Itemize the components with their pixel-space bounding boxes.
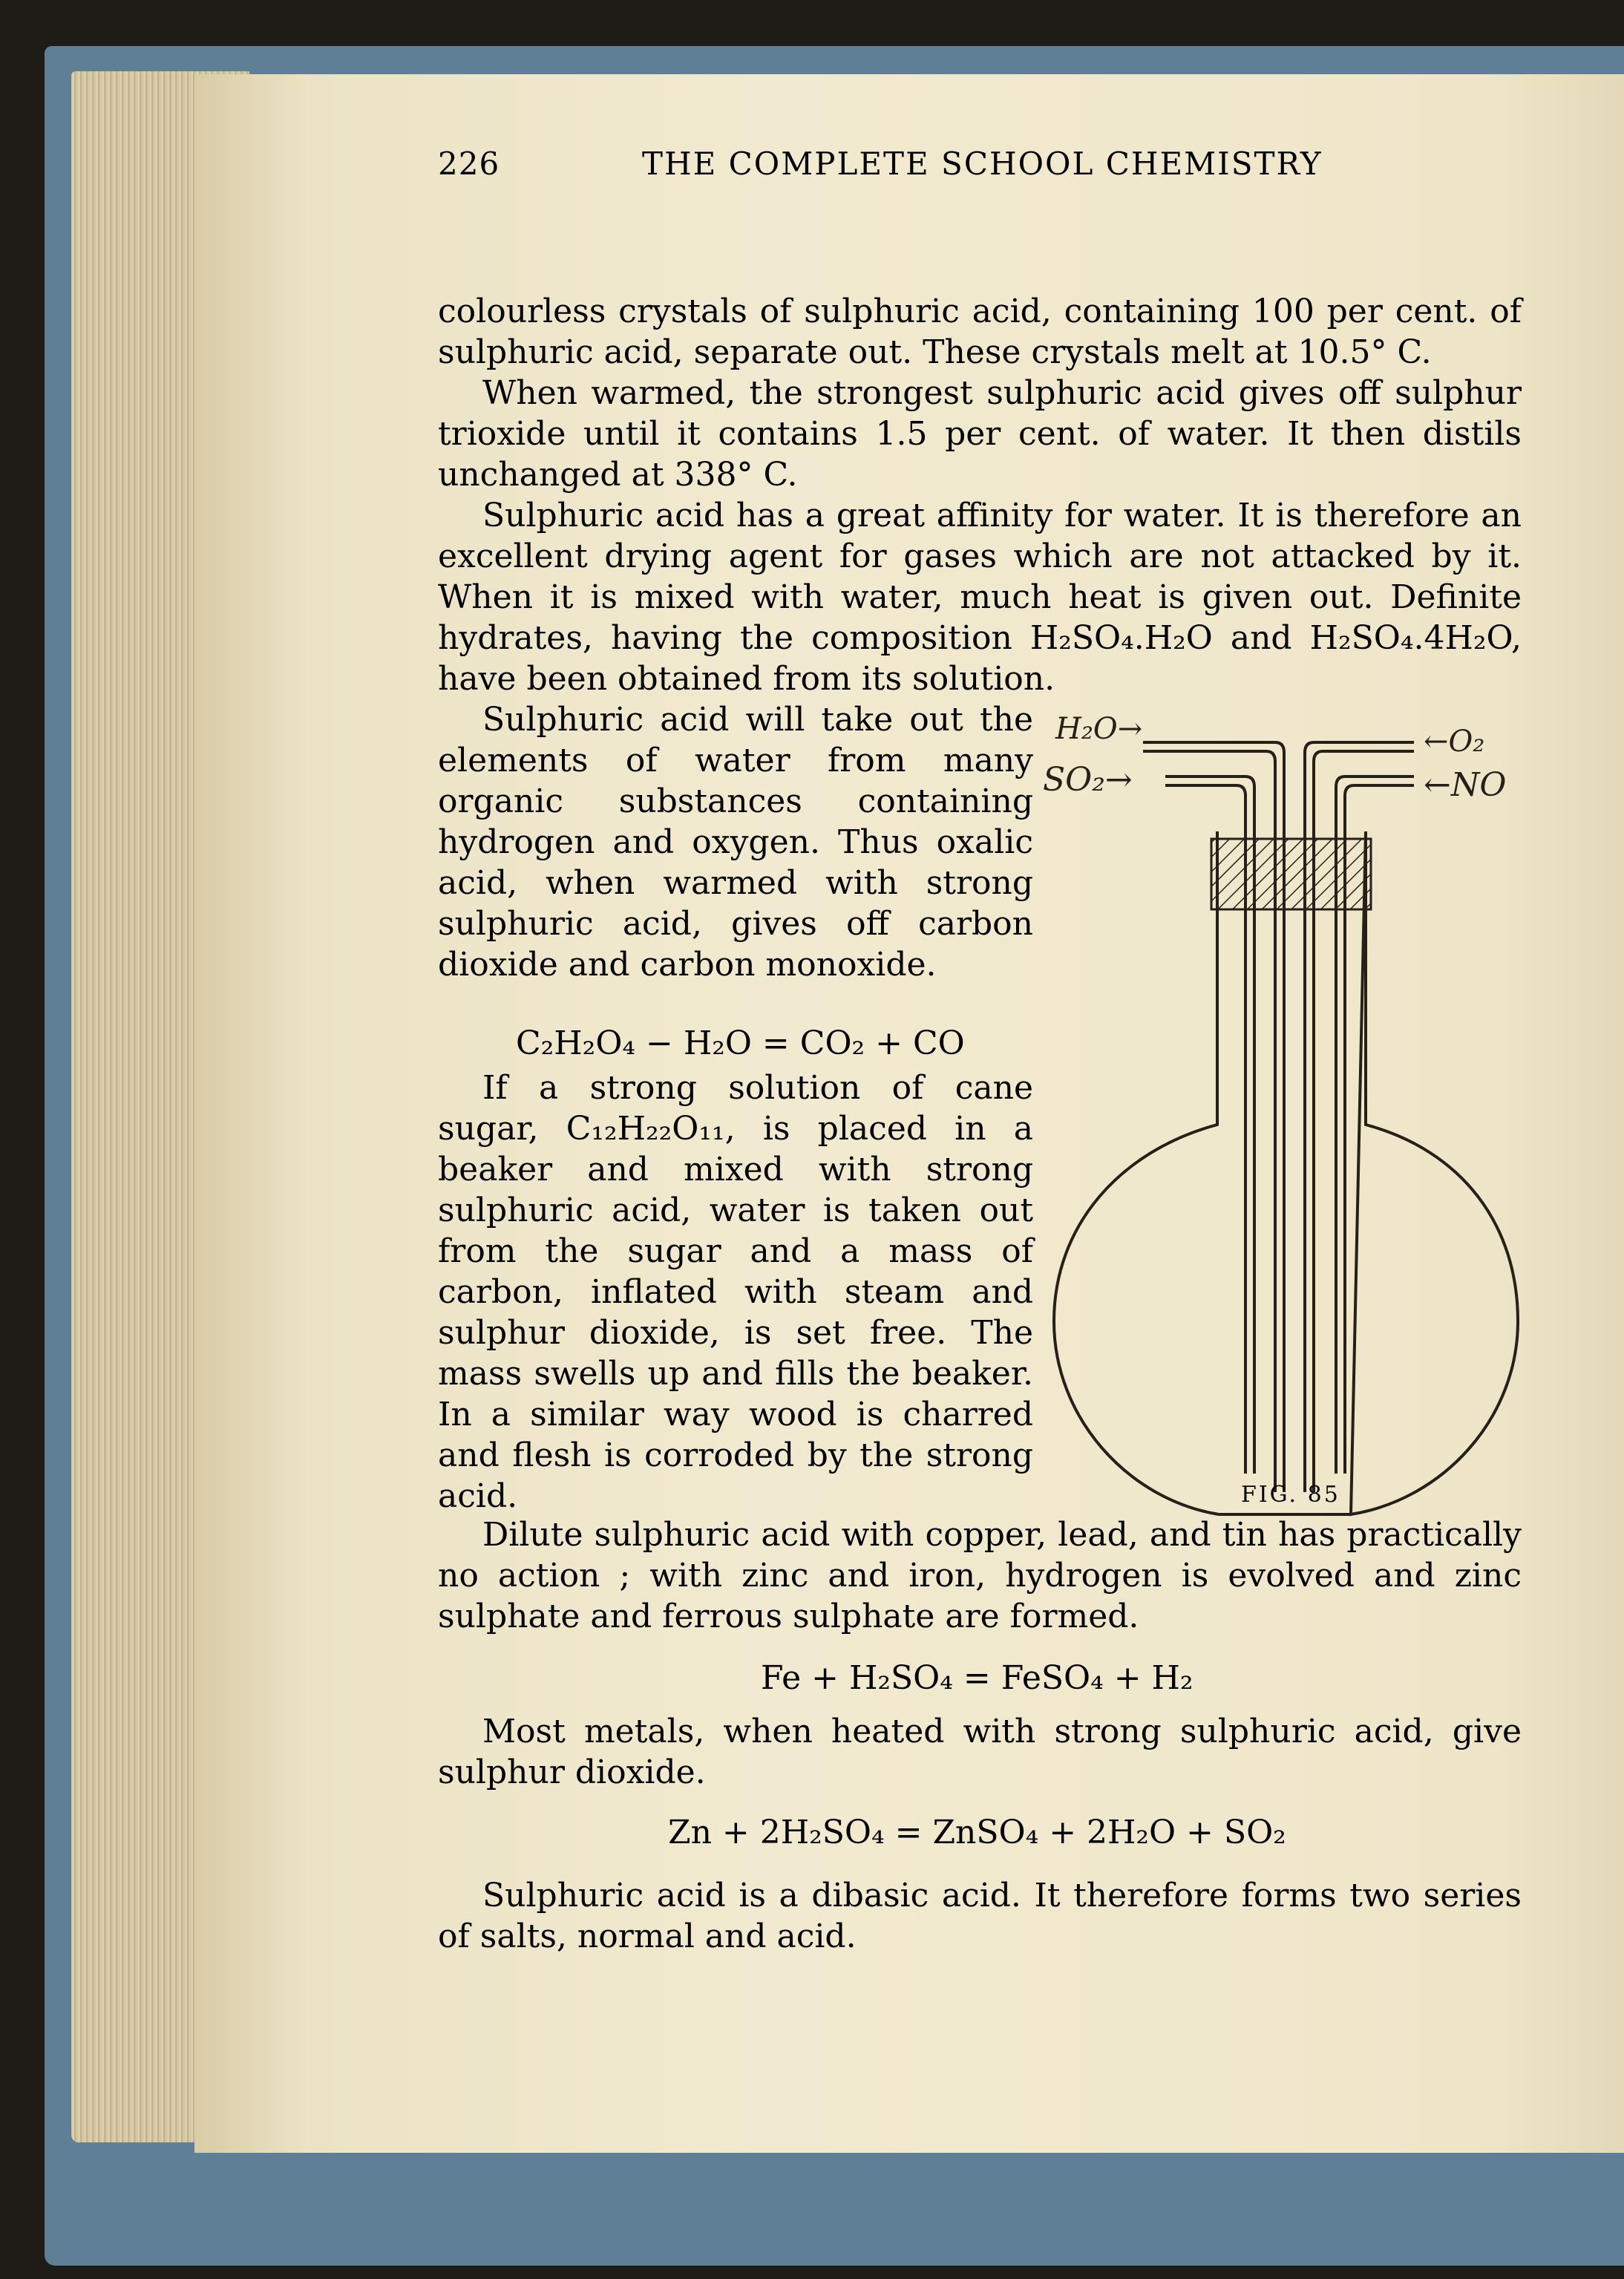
equation-oxalic-acid: C₂H₂O₄ − H₂O = CO₂ + CO: [516, 1024, 965, 1062]
cane-sugar-rest: , is placed in a beaker and mixed with strong sulphuric acid, water is taken out from the sugar and a mass of carbon, inflated with steam and sulphur dioxide, is set free. The mass swells up and fills the beaker. In a similar way wood is charred and flesh is corroded by the strong acid.: [438, 1110, 1034, 1515]
affinity-and: and: [1212, 619, 1310, 657]
paragraph-dehydration: Sulphuric acid will take out the elements of water from many organic substances containing hydrogen and oxygen. Thus oxalic acid, when warmed with strong sulphuric acid, gives off carbon dioxide and carbon monoxide.: [438, 701, 1033, 984]
figure-caption: FIG. 85: [1241, 1482, 1340, 1508]
paragraph-cane-sugar: [438, 1067, 1033, 1517]
sugar-formula: C₁₂H₂₂O₁₁: [566, 1110, 725, 1148]
paragraph-affinity: [438, 495, 1522, 699]
hydrate-formula-1: H₂SO₄.H₂O: [1029, 619, 1213, 657]
running-head: THE COMPLETE SCHOOL CHEMISTRY: [642, 145, 1323, 182]
paragraph-dilute-acid: Dilute sulphuric acid with copper, lead, and tin has practically no action ; with zinc and iron, hydrogen is evolved and zinc sulphate and ferrous sulphate are formed.: [438, 1516, 1522, 1635]
affinity-text: Sulphuric acid has a great affinity for water. It is therefore an excellent drying agent for gases which are not attacked by it. When it is mixed with water, much heat is given out. Definite hydrates, having the composition: [438, 497, 1522, 657]
paragraph-warmed: When warmed, the strongest sulphuric acid gives off sulphur trioxide until it contains 1.5 per cent. of water. It then distils unchanged at 338° C.: [438, 374, 1522, 494]
label-h2o: H₂O→: [1055, 712, 1143, 746]
paragraph-dibasic: Sulphuric acid is a dibasic acid. It therefore forms two series of salts, normal and acid.: [438, 1877, 1522, 1955]
label-so2: SO₂→: [1043, 761, 1133, 799]
paragraph-metals: Most metals, when heated with strong sulphuric acid, give sulphur dioxide.: [438, 1713, 1522, 1791]
hydrate-formula-2: H₂SO₄.4H₂O: [1309, 619, 1512, 657]
equation-iron: Fe + H₂SO₄ = FeSO₄ + H₂: [761, 1659, 1194, 1697]
page-number: 226: [438, 145, 500, 182]
figure-flask-diagram: [1039, 705, 1529, 1518]
label-no: ←NO: [1424, 766, 1507, 804]
label-o2: ←O₂: [1424, 725, 1485, 759]
flask-outline: [1054, 831, 1518, 1514]
cane-sugar-text: If a strong solution of cane sugar,: [438, 1069, 1033, 1148]
affinity-end: , have been obtained from its solution.: [438, 619, 1522, 698]
paragraph-crystals: colourless crystals of sulphuric acid, containing 100 per cent. of sulphuric acid, separate out. These crystals melt at 10.5° C.: [438, 292, 1522, 371]
equation-zinc: Zn + 2H₂SO₄ = ZnSO₄ + 2H₂O + SO₂: [668, 1814, 1286, 1851]
stopper: [1211, 839, 1371, 909]
